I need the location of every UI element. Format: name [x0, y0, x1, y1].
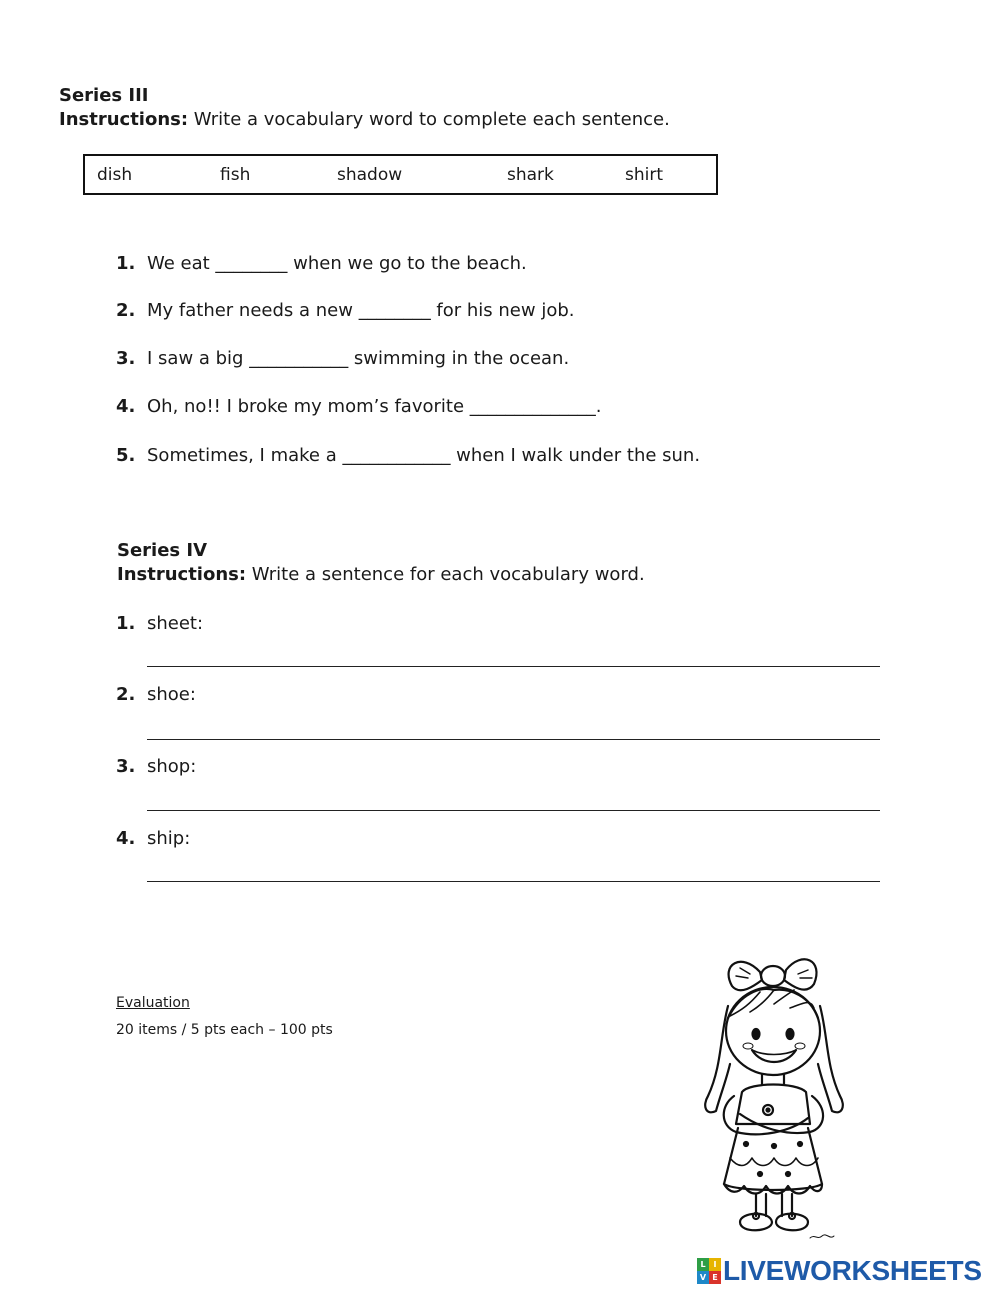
liveworksheets-logo-icon: L I V E — [697, 1258, 721, 1284]
evaluation-title: Evaluation — [116, 995, 190, 1011]
instructions-label: Instructions: — [59, 109, 189, 130]
word-bank-item: shadow — [337, 165, 403, 185]
item-number: 1. — [116, 613, 136, 634]
evaluation-text: 20 items / 5 pts each – 100 pts — [116, 1022, 333, 1038]
question-number: 2. — [116, 300, 136, 321]
answer-line[interactable] — [147, 810, 880, 811]
vocab-word: shop: — [147, 756, 197, 777]
series3-title: Series III — [59, 85, 149, 106]
vocab-word: shoe: — [147, 684, 196, 705]
answer-line[interactable] — [147, 881, 880, 882]
question-text: Sometimes, I make a ____________ when I walk under the sun. — [147, 445, 701, 466]
word-bank-item: dish — [97, 165, 133, 185]
item-number: 2. — [116, 684, 136, 705]
word-bank-item: fish — [220, 165, 251, 185]
answer-line[interactable] — [147, 666, 880, 667]
vocab-word: ship: — [147, 828, 191, 849]
liveworksheets-brand[interactable] — [697, 1256, 982, 1286]
question-number: 1. — [116, 253, 136, 274]
question-number: 3. — [116, 348, 136, 369]
instructions-text: Write a vocabulary word to complete each sentence. — [188, 109, 670, 130]
item-number: 3. — [116, 756, 136, 777]
word-bank-item: shirt — [625, 165, 664, 185]
item-number: 4. — [116, 828, 136, 849]
question-text: My father needs a new ________ for his new job. — [147, 300, 575, 321]
word-bank — [83, 154, 718, 195]
question-number: 4. — [116, 396, 136, 417]
answer-line[interactable] — [147, 739, 880, 740]
instructions-label: Instructions: — [117, 564, 247, 585]
series4-instructions — [117, 564, 645, 586]
question-text: I saw a big ___________ swimming in the ocean. — [147, 348, 570, 369]
question-text: Oh, no!! I broke my mom’s favorite ______________. — [147, 396, 602, 417]
word-bank-item: shark — [507, 165, 554, 185]
vocab-word: sheet: — [147, 613, 204, 634]
instructions-text: Write a sentence for each vocabulary word. — [246, 564, 645, 585]
girl-illustration — [690, 946, 855, 1248]
series4-title: Series IV — [117, 540, 208, 561]
question-number: 5. — [116, 445, 136, 466]
question-text: We eat ________ when we go to the beach. — [147, 253, 527, 274]
brand-name: LIVEWORKSHEETS — [723, 1255, 982, 1286]
series3-instructions — [59, 109, 670, 131]
